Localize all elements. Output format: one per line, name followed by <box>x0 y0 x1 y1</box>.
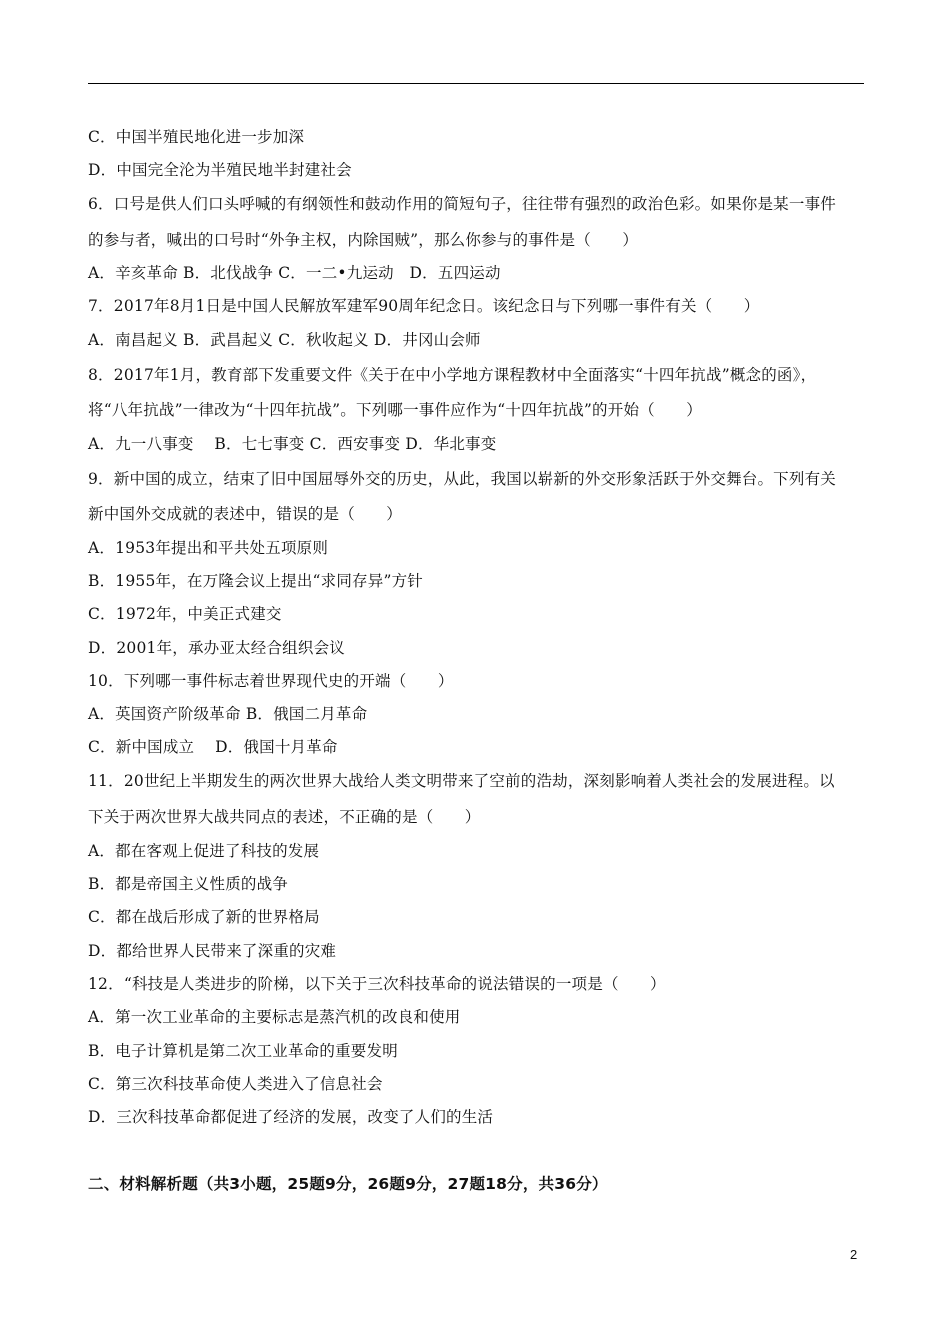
option-line: C．新中国成立 D．俄国十月革命 <box>88 738 338 756</box>
question-line: 7．2017年8月1日是中国人民解放军建军90周年纪念日。该纪念日与下列哪一事件有关（ ） <box>88 297 760 315</box>
option-line: B．都是帝国主义性质的战争 <box>88 875 288 893</box>
option-line: D．都给世界人民带来了深重的灾难 <box>88 942 337 960</box>
option-line: C．1972年，中美正式建交 <box>88 605 282 623</box>
option-line: A．1953年提出和平共处五项原则 <box>88 539 329 557</box>
section-heading: 二、材料解析题（共3小题，25题9分，26题9分，27题18分，共36分） <box>88 1175 608 1193</box>
option-line: A．英国资产阶级革命 B．俄国二月革命 <box>88 705 368 723</box>
option-line: A．南昌起义 B．武昌起义 C．秋收起义 D．井冈山会师 <box>88 331 481 349</box>
question-line: 12．“科技是人类进步的阶梯，以下关于三次科技革命的说法错误的一项是（ ） <box>88 975 666 993</box>
question-line: 10．下列哪一事件标志着世界现代史的开端（ ） <box>88 672 454 690</box>
question-line: 的参与者，喊出的口号时“外争主权，内除国贼”，那么你参与的事件是（ ） <box>88 231 639 249</box>
option-line: C．第三次科技革命使人类进入了信息社会 <box>88 1075 383 1093</box>
question-line: 下关于两次世界大战共同点的表述，不正确的是（ ） <box>88 808 481 826</box>
question-line: 6．口号是供人们口头呼喊的有纲领性和鼓动作用的简短句子，往往带有强烈的政治色彩。如果你是某一事件 <box>88 195 836 213</box>
question-line: 新中国外交成就的表述中，错误的是（ ） <box>88 505 403 523</box>
option-line: B．1955年，在万隆会议上提出“求同存异”方针 <box>88 572 423 590</box>
header-rule <box>88 83 864 84</box>
question-line: 将“八年抗战”一律改为“十四年抗战”。下列哪一事件应作为“十四年抗战”的开始（ ） <box>88 401 702 419</box>
option-line: A．都在客观上促进了科技的发展 <box>88 842 320 860</box>
option-line: B．电子计算机是第二次工业革命的重要发明 <box>88 1042 398 1060</box>
option-line: D．中国完全沦为半殖民地半封建社会 <box>88 161 352 179</box>
option-line: D．2001年，承办亚太经合组织会议 <box>88 639 345 657</box>
option-line: A．第一次工业革命的主要标志是蒸汽机的改良和使用 <box>88 1008 461 1026</box>
option-line: A．辛亥革命 B．北伐战争 C．一二•九运动 D．五四运动 <box>88 264 501 282</box>
question-line: 11．20世纪上半期发生的两次世界大战给人类文明带来了空前的浩劫，深刻影响着人类社会的发展进程。以 <box>88 772 835 790</box>
option-line: C．都在战后形成了新的世界格局 <box>88 908 320 926</box>
question-line: 9．新中国的成立，结束了旧中国屈辱外交的历史，从此，我国以崭新的外交形象活跃于外交舞台。下列有关 <box>88 470 836 488</box>
question-line: 8．2017年1月，教育部下发重要文件《关于在中小学地方课程教材中全面落实“十四年抗战”概念的函》， <box>88 366 817 384</box>
option-line: A．九一八事变 B．七七事变 C．西安事变 D．华北事变 <box>88 435 497 453</box>
option-line: D．三次科技革命都促进了经济的发展，改变了人们的生活 <box>88 1108 494 1126</box>
option-line: C．中国半殖民地化进一步加深 <box>88 128 305 146</box>
page-number: 2 <box>850 1247 858 1262</box>
